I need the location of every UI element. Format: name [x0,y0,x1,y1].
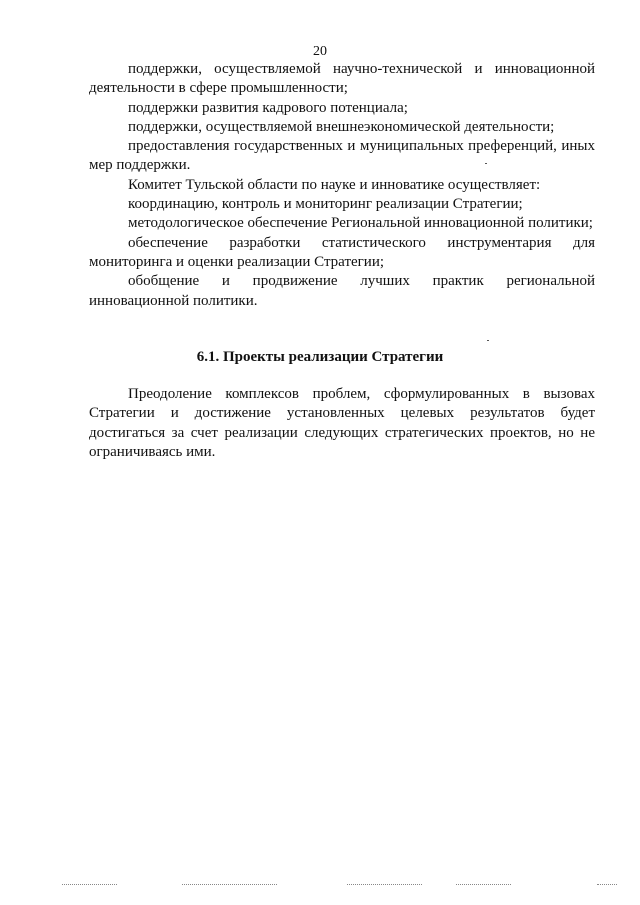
body-text [89,60,595,311]
paragraph-preferences: предоставления государственных и муниципальных преференций, иных мер поддержки. [89,138,595,174]
page-number: 20 [313,44,327,59]
scan-speck [485,163,487,164]
scan-footer-marks [0,884,640,888]
paragraph-best-practices: обобщение и продвижение лучших практик региональной инновационной политики. [89,273,595,309]
section-intro [89,385,595,462]
paragraph-committee: Комитет Тульской области по науке и инноватике осуществляет: [128,176,541,193]
paragraph-coordination: координацию, контроль и мониторинг реализации Стратегии; [128,196,523,213]
section-heading: 6.1. Проекты реализации Стратегии [196,349,444,365]
paragraph-methodology: методологическое обеспечение Региональной инновационной политики; [128,215,593,232]
paragraph-support-foreign-trade: поддержки, осуществляемой внешнеэкономической деятельности; [128,118,555,135]
intro-paragraph: Преодоление комплексов проблем, сформулированных в вызовах Стратегии и достижение установленных целевых результатов будет достигаться за счет реализации следующих стратегических проектов, но не ограничиваясь ими. [89,386,595,460]
paragraph-statistics: обеспечение разработки статистического инструментария для мониторинга и оценки реализации Стратегии; [89,234,595,270]
scan-speck [487,340,489,341]
paragraph-support-innovation: поддержки, осуществляемой научно-технической и инновационной деятельности в сфере промышленности; [89,61,595,97]
paragraph-support-personnel: поддержки развития кадрового потенциала; [128,99,408,116]
